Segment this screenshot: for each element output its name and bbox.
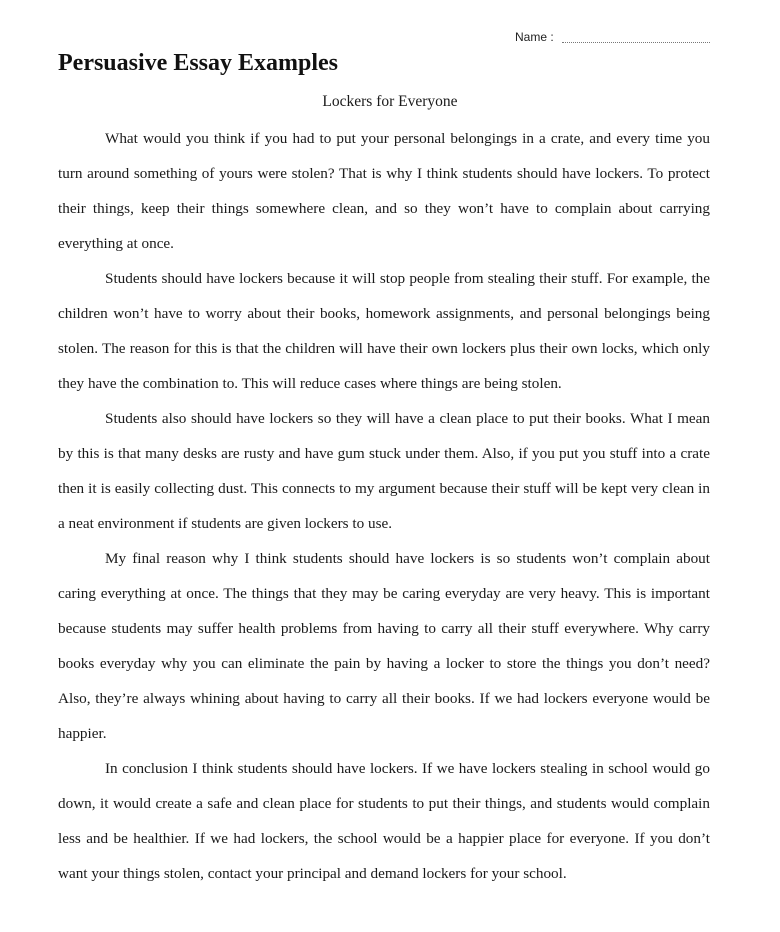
name-field	[515, 30, 710, 44]
essay-body	[58, 121, 710, 891]
essay-paragraph: In conclusion I think students should have lockers. If we have lockers stealing in school would go down, it would create a safe and clean place for students to put their things, and students would complain less and be healthier. If we had lockers, the school would be a happier place for everyone. If you don’t want your things stolen, contact your principal and demand lockers for your school.	[58, 760, 710, 882]
page-title: Persuasive Essay Examples	[58, 50, 339, 76]
name-blank-line	[562, 42, 710, 43]
essay-paragraph: What would you think if you had to put your personal belongings in a crate, and every time you turn around something of yours were stolen? That is why I think students should have lockers. To protect their things, keep their things somewhere clean, and so they won’t have to complain about carrying everything at once.	[58, 130, 710, 252]
essay-title: Lockers for Everyone	[322, 93, 458, 110]
name-label: Name :	[515, 30, 554, 44]
essay-paragraph: My final reason why I think students should have lockers is so students won’t complain about caring everything at once. The things that they may be caring everyday are very heavy. This is important because students may suffer health problems from having to carry all their stuff everywhere. Why carry books everyday why you can eliminate the pain by having a locker to store the things you don’t need? Also, they’re always whining about having to carry all their books. If we had lockers everyone would be happier.	[58, 550, 710, 742]
essay-paragraph: Students also should have lockers so they will have a clean place to put their books. What I mean by this is that many desks are rusty and have gum stuck under them. Also, if you put you stuff into a crate then it is easily collecting dust. This connects to my argument because their stuff will be kept very clean in a neat environment if students are given lockers to use.	[58, 410, 710, 532]
essay-paragraph: Students should have lockers because it will stop people from stealing their stuff. For example, the children won’t have to worry about their books, homework assignments, and personal belongings being stolen. The reason for this is that the children will have their own lockers plus their own locks, which only they have the combination to. This will reduce cases where things are being stolen.	[58, 270, 710, 392]
